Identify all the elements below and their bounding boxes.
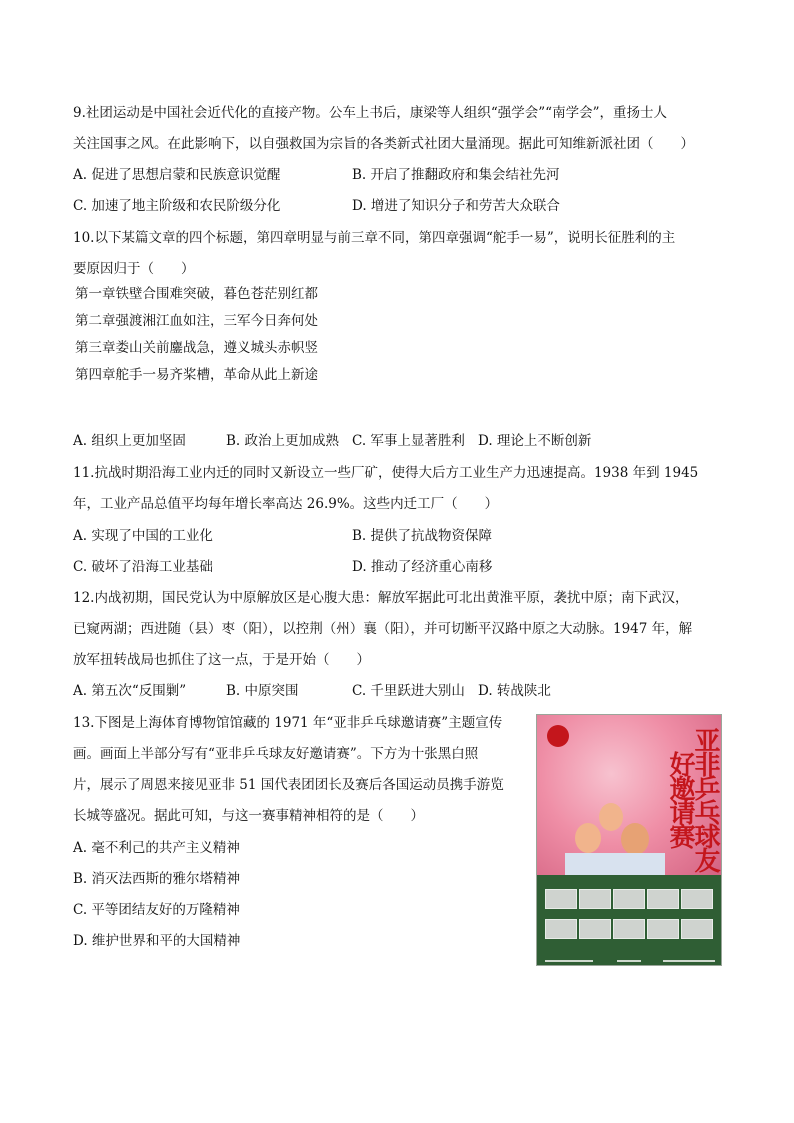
q11-stem-line2: 年，工业产品总值平均每年增长率高达 26.9%。这些内迁工厂（ ） [73, 496, 499, 512]
paddle-icon [547, 725, 569, 747]
q11-stem-line1: 11.抗战时期沿海工业内迁的同时又新设立一些厂矿，使得大后方工业生产力迅速提高。1938 年到 1945 [73, 465, 699, 481]
q12-stem-line3: 放军扭转战局也抓住了这一点，于是开始（ ） [73, 652, 370, 668]
q10-stem-line1: 10.以下某篇文章的四个标题，第四章明显与前三章不同，第四章强调“舵手一易”，说明长征胜利的主 [73, 230, 676, 246]
photo-thumbnail [681, 919, 713, 939]
poster-footer-line [617, 960, 641, 962]
q10-option-c: C. 军事上显著胜利 [352, 433, 465, 449]
poster-image [536, 714, 722, 966]
q13-option-d: D. 维护世界和平的大国精神 [73, 933, 241, 949]
q9-stem-line2: 关注国事之风。在此影响下，以自强救国为宗旨的各类新式社团大量涌现。据此可知维新派社团（ ） [73, 136, 694, 152]
q9-option-b: B. 开启了推翻政府和集会结社先河 [352, 167, 560, 183]
q12-option-a: A. 第五次“反围剿” [73, 683, 187, 699]
photo-thumbnail [681, 889, 713, 909]
q13-option-b: B. 消灭法西斯的雅尔塔精神 [73, 871, 241, 887]
q10-option-d: D. 理论上不断创新 [478, 433, 592, 449]
athlete-figure [599, 803, 623, 831]
poster-title: 亚非乒乓球友好邀请赛 [665, 727, 720, 871]
q11-option-a: A. 实现了中国的工业化 [73, 528, 213, 544]
athlete-figure [621, 823, 649, 855]
q10-chapter-2: 第二章强渡湘江血如注，三军今日奔何处 [75, 313, 318, 329]
q10-option-b: B. 政治上更加成熟 [226, 433, 340, 449]
poster-footer-line [663, 960, 715, 962]
q9-option-a: A. 促进了思想启蒙和民族意识觉醒 [73, 167, 281, 183]
photo-thumbnail [579, 919, 611, 939]
q11-option-c: C. 破坏了沿海工业基础 [73, 559, 213, 575]
photo-thumbnail [613, 889, 645, 909]
q12-option-d: D. 转战陕北 [478, 683, 551, 699]
q11-option-d: D. 推动了经济重心南移 [352, 559, 493, 575]
q9-stem-line1: 9.社团运动是中国社会近代化的直接产物。公车上书后，康梁等人组织“强学会”“南学会”，重扬士人 [73, 105, 667, 121]
q13-stem-line3: 片，展示了周恩来接见亚非 51 国代表团团长及赛后各国运动员携手游览 [73, 777, 504, 793]
athlete-figure [575, 823, 601, 853]
q13-stem-line2: 画。画面上半部分写有“亚非乒乓球友好邀请赛”。下方为十张黑白照 [73, 746, 479, 762]
q13-option-c: C. 平等团结友好的万隆精神 [73, 902, 240, 918]
q12-stem-line2: 已窥两湖；西进随（县）枣（阳），以控荆（州）襄（阳），并可切断平汉路中原之大动脉。1947 年，解 [73, 621, 693, 637]
q9-option-d: D. 增进了知识分子和劳苦大众联合 [352, 198, 560, 214]
poster-photo-strip [537, 875, 722, 966]
q12-option-c: C. 千里跃进大别山 [352, 683, 465, 699]
q10-option-a: A. 组织上更加坚固 [73, 433, 186, 449]
q10-chapter-3: 第三章娄山关前鏖战急，遵义城头赤帜竖 [75, 340, 318, 356]
q13-stem-line4: 长城等盛况。据此可知，与这一赛事精神相符的是（ ） [73, 808, 424, 824]
q13-option-a: A. 毫不利己的共产主义精神 [73, 840, 240, 856]
q11-option-b: B. 提供了抗战物资保障 [352, 528, 493, 544]
photo-thumbnail [647, 889, 679, 909]
photo-thumbnail [545, 919, 577, 939]
athlete-uniforms [565, 853, 665, 877]
photo-thumbnail [579, 889, 611, 909]
q10-chapter-4: 第四章舵手一易齐桨槽，革命从此上新途 [75, 367, 318, 383]
q10-stem-line2: 要原因归于（ ） [73, 261, 195, 277]
q12-option-b: B. 中原突围 [226, 683, 299, 699]
photo-thumbnail [613, 919, 645, 939]
photo-thumbnail [545, 889, 577, 909]
q10-chapter-1: 第一章铁壁合围难突破，暮色苍茫别红都 [75, 286, 318, 302]
q13-stem-line1: 13.下图是上海体育博物馆馆藏的 1971 年“亚非乒乓球邀请赛”主题宣传 [73, 715, 503, 731]
photo-thumbnail [647, 919, 679, 939]
q12-stem-line1: 12.内战初期，国民党认为中原解放区是心腹大患：解放军据此可北出黄淮平原，袭扰中原；南下武汉， [73, 590, 689, 606]
q9-option-c: C. 加速了地主阶级和农民阶级分化 [73, 198, 281, 214]
poster-footer-line [545, 960, 593, 962]
